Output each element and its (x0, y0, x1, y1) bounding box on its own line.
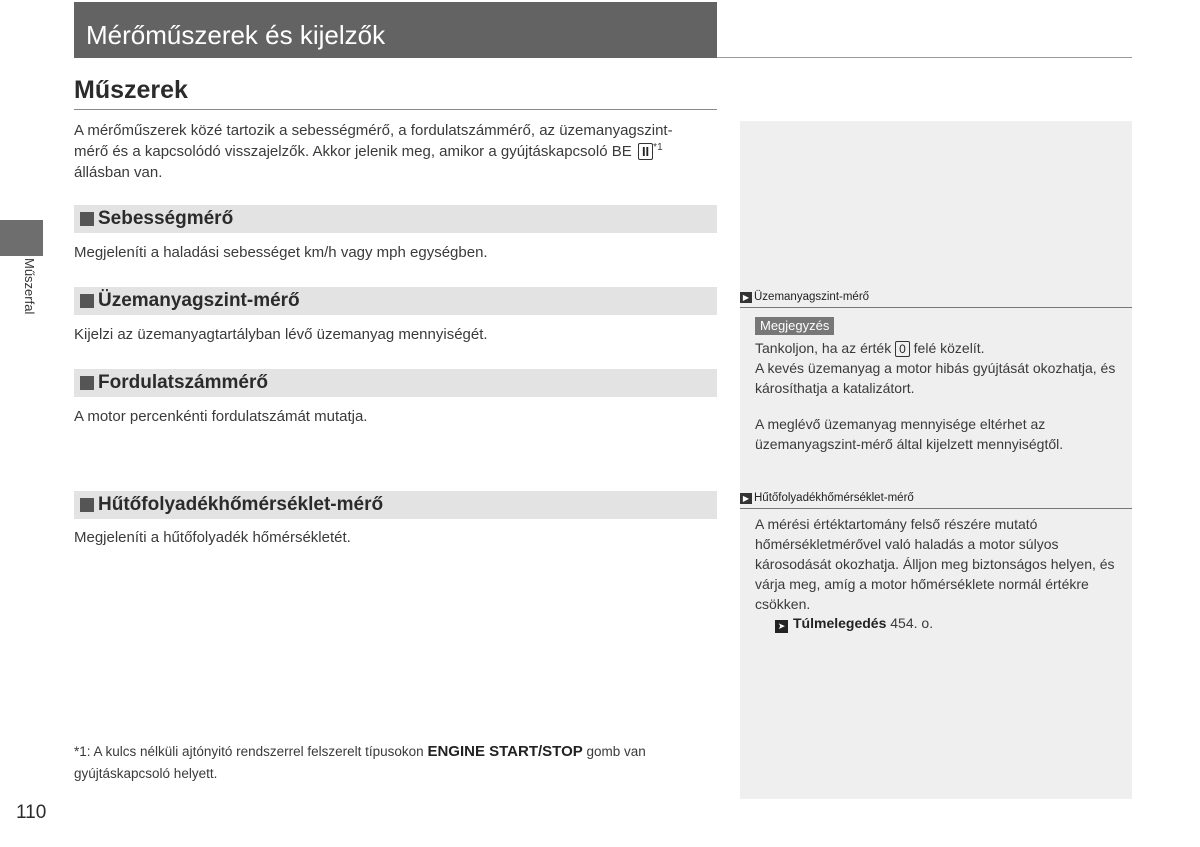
intro-text: mérő és a kapcsolódó visszajelzők. Akkor jelenik meg, amikor a gyújtáskapcsoló BE (74, 143, 632, 160)
subsection-text: Kijelzi az üzemanyagtartályban lévő üzemanyag mennyiségét. (74, 326, 488, 343)
note-text: Tankoljon, ha az érték (755, 340, 892, 356)
header-bar (74, 2, 717, 58)
footnote (74, 741, 724, 785)
fuel-note-text (755, 338, 1130, 398)
footnote-bold: ENGINE START/STOP (427, 743, 583, 760)
arrow-right-icon: ➤ (775, 620, 788, 633)
note-line: károsíthatja a katalizátort. (755, 380, 915, 396)
section-title: Műszerek (74, 76, 188, 104)
note-line: A meglévő üzemanyag mennyisége eltérhet az (755, 416, 1046, 432)
note-header-coolant-gauge (740, 492, 1132, 509)
intro-line: állásban van. (74, 164, 163, 181)
note-text: felé közelít. (913, 340, 985, 356)
subsection-title: Sebességmérő (98, 208, 234, 229)
fuel-note-text-2 (755, 414, 1130, 454)
section-divider (74, 109, 717, 110)
intro-paragraph (74, 120, 722, 183)
notes-panel (740, 121, 1132, 799)
footnote-text: gomb van (586, 744, 646, 759)
note-line: csökken. (755, 596, 811, 612)
subsection-text: A motor percenkénti fordulatszámát mutatja. (74, 408, 368, 425)
switch-position-box: II (638, 143, 653, 160)
footnote-line (74, 741, 724, 763)
subsection-header-speedometer (74, 205, 717, 233)
subsection-header-fuel-gauge (74, 287, 717, 315)
note-line: A kevés üzemanyag a motor hibás gyújtását okozhatja, és (755, 360, 1116, 376)
cross-reference-link[interactable] (775, 615, 933, 633)
note-line: várja meg, amíg a motor hőmérséklete normál értékre (755, 576, 1089, 592)
note-title: Hűtőfolyadékhőmérséklet-mérő (754, 492, 914, 504)
note-line (755, 338, 1130, 358)
subsection-header-coolant-gauge (74, 491, 717, 519)
subsection-text: Megjeleníti a haladási sebességet km/h vagy mph egységben. (74, 244, 488, 261)
page-title: Mérőműszerek és kijelzők (86, 20, 386, 50)
square-bullet-icon (80, 498, 94, 512)
gauge-value-box: 0 (895, 341, 910, 357)
double-arrow-icon: ▶ (740, 292, 752, 303)
note-line: károsodását okozhatja. Álljon meg biztonságos helyen, és (755, 556, 1115, 572)
note-header-fuel-gauge (740, 291, 1132, 308)
notice-badge: Megjegyzés (755, 317, 834, 335)
note-line: hőmérsékletmérővel való haladás a motor súlyos (755, 536, 1059, 552)
intro-line: A mérőműszerek közé tartozik a sebességmérő, a fordulatszámmérő, az üzemanyagszint- (74, 122, 673, 139)
chapter-tab-label: Műszerfal (22, 258, 37, 315)
square-bullet-icon (80, 376, 94, 390)
xref-page: 454. o. (890, 615, 934, 631)
header-rule (717, 57, 1132, 58)
subsection-header-tachometer (74, 369, 717, 397)
double-arrow-icon: ▶ (740, 493, 752, 504)
footnote-line: gyújtáskapcsoló helyett. (74, 766, 218, 781)
intro-line (74, 141, 722, 162)
square-bullet-icon (80, 212, 94, 226)
subsection-text: Megjeleníti a hűtőfolyadék hőmérsékletét. (74, 529, 351, 546)
note-line: A mérési értéktartomány felső részére mutató (755, 516, 1038, 532)
square-bullet-icon (80, 294, 94, 308)
subsection-title: Üzemanyagszint-mérő (98, 290, 300, 311)
note-line: üzemanyagszint-mérő által kijelzett mennyiségtől. (755, 436, 1064, 452)
subsection-title: Hűtőfolyadékhőmérséklet-mérő (98, 494, 384, 515)
coolant-note-text (755, 514, 1130, 614)
footnote-mark: *1 (653, 142, 663, 153)
subsection-title: Fordulatszámmérő (98, 372, 268, 393)
footnote-text: *1: A kulcs nélküli ajtónyitó rendszerrel felszerelt típusokon (74, 744, 424, 759)
chapter-tab[interactable] (0, 220, 43, 256)
page-number: 110 (16, 802, 47, 823)
xref-title: Túlmelegedés (793, 615, 887, 631)
note-title: Üzemanyagszint-mérő (754, 291, 870, 303)
